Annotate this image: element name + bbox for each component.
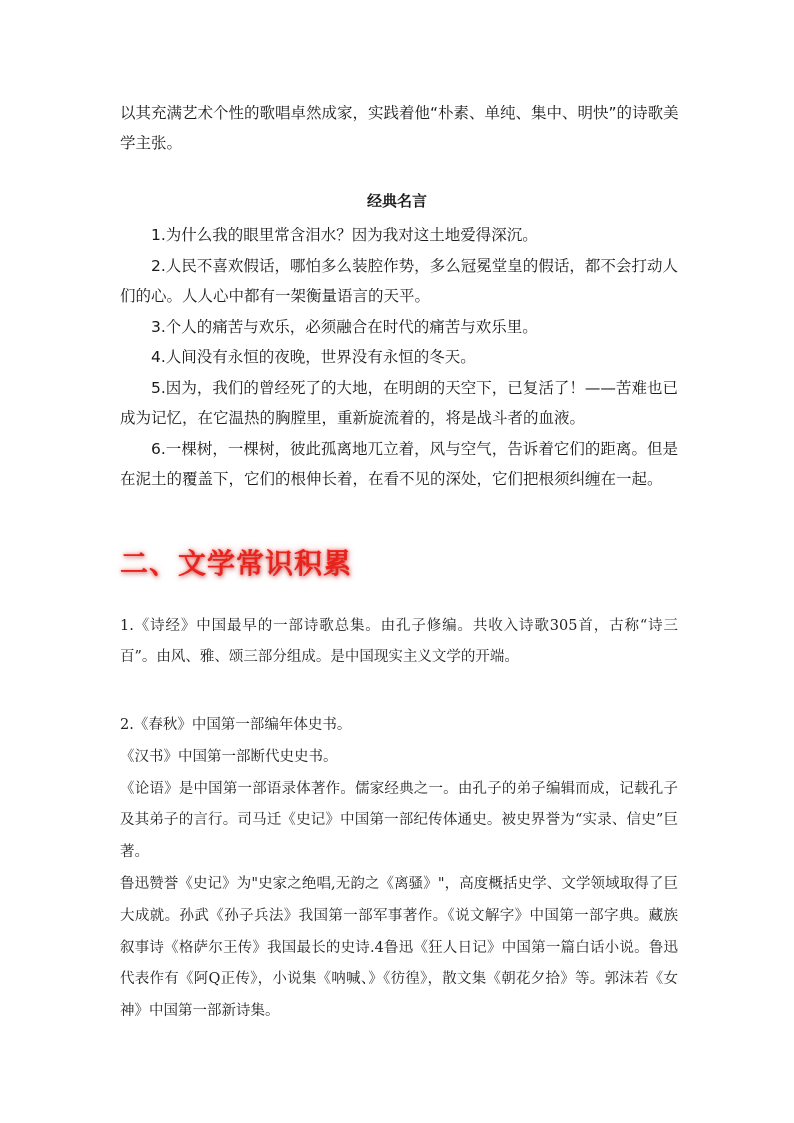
quote-item: 6.一棵树，一棵树，彼此孤离地兀立着，风与空气，告诉着它们的距离。但是在泥土的覆盖下，它们的根伸长着，在看不见的深处，它们把根须纠缠在一起。: [120, 439, 678, 488]
literature-paragraph: 鲁迅赞誉《史记》为"史家之绝唱,无韵之《离骚》"，高度概括史学、文学领域取得了巨大成就。孙武《孙子兵法》我国第一部军事著作。《说文解字》中国第一部字典。藏族叙事诗《格萨尔王传》我国最长的史诗.4鲁迅《狂人日记》中国第一篇白话小说。鲁迅代表作有《阿Q正传》，小说集《呐喊、》《彷徨》，散文集《朝花夕拾》等。郭沫若《女神》中国第一部新诗集。: [120, 875, 678, 1020]
literature-paragraph: 《论语》是中国第一部语录体著作。儒家经典之一。由孔子的弟子编辑而成，记载孔子及其弟子的言行。司马迁《史记》中国第一部纪传体通史。被史界誉为“实录、信史”巨著。: [120, 780, 678, 861]
literature-item-2: [120, 710, 678, 1028]
quote-item: 5.因为，我们的曾经死了的大地，在明朗的天空下，已复活了！——苦难也已成为记忆，在它温热的胸膛里，重新旋流着的，将是战斗者的血液。: [120, 378, 678, 427]
quotes-title: 经典名言: [366, 192, 427, 210]
quote-item: 3.个人的痛苦与欢乐，必须融合在时代的痛苦与欢乐里。: [151, 317, 538, 336]
quotes-list: [120, 220, 678, 495]
quote-item: 1.为什么我的眼里常含泪水？因为我对这土地爱得深沉。: [151, 226, 538, 244]
quote-item: 2.人民不喜欢假话，哪怕多么装腔作势，多么冠冕堂皇的假话，都不会打动人们的心。人人心中都有一架衡量语言的天平。: [120, 256, 678, 305]
literature-paragraph: 2.《春秋》中国第一部编年体史书。: [120, 717, 352, 733]
intro-paragraph: 以其充满艺术个性的歌唱卓然成家，实践着他“朴素、单纯、集中、明快”的诗歌美学主张。: [120, 104, 679, 152]
literature-paragraph: 《汉书》中国第一部断代史史书。: [120, 748, 338, 765]
literature-item-1: [120, 611, 678, 673]
literature-paragraph: 1.《诗经》中国最早的一部诗歌总集。由孔子修编。共收入诗歌305首，古称“诗三百”。由风、雅、颂三部分组成。是中国现实主义文学的开端。: [120, 618, 678, 665]
quote-item: 4.人间没有永恒的夜晚，世界没有永恒的冬天。: [151, 348, 476, 366]
section-heading: 二、文学常识积累: [120, 547, 353, 580]
